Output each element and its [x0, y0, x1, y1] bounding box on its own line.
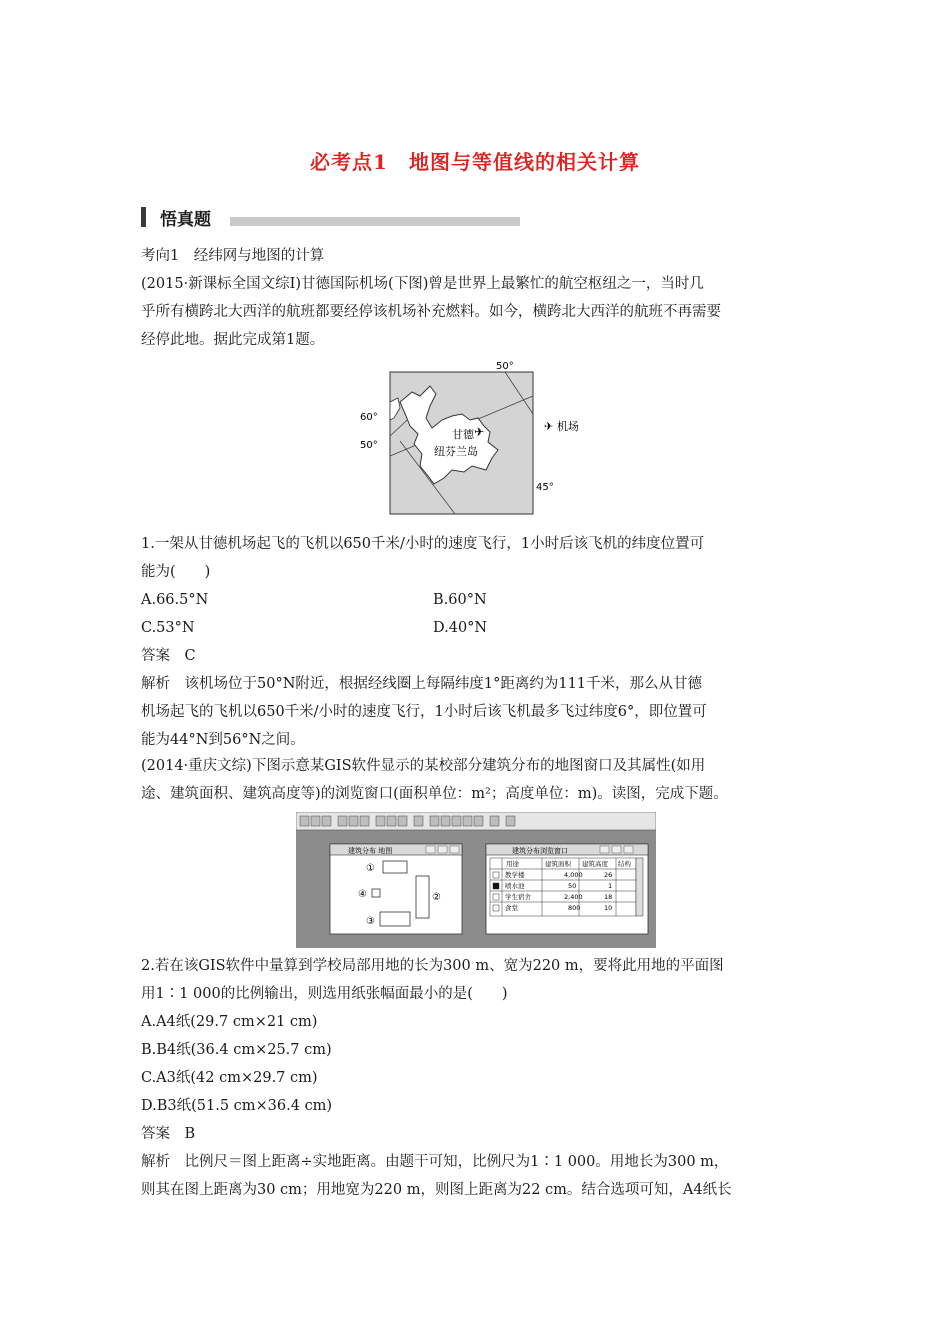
q2-analysis: 解析 比例尺＝图上距离÷实地距离。由题干可知，比例尺为1∶1 000。用地长为300 m，	[141, 1154, 729, 1170]
gander-map	[360, 358, 590, 518]
minimize-icon	[600, 846, 609, 853]
table-cell: 800	[568, 904, 581, 912]
close-icon	[624, 846, 633, 853]
minimize-icon	[426, 846, 435, 853]
table-cell: 26	[604, 871, 613, 879]
legend-label: 机场	[557, 420, 579, 433]
intro2-line: (2014·重庆文综)下图示意某GIS软件显示的某校部分建筑分布的地图窗口及其属性(如用	[141, 758, 706, 774]
maximize-icon	[612, 846, 621, 853]
q2-option-b: B.B4纸(36.4 cm×25.7 cm)	[141, 1042, 332, 1058]
browse-window-title: 建筑分布浏览窗口	[512, 847, 568, 855]
building-4	[372, 889, 380, 897]
q1-option-d: D.40°N	[433, 620, 488, 636]
lat-label-60: 60°	[360, 412, 378, 423]
q2-option-c: C.A3纸(42 cm×29.7 cm)	[141, 1070, 318, 1086]
row-checkbox	[493, 872, 499, 878]
building-2	[416, 876, 429, 918]
q2-answer: 答案 B	[141, 1126, 196, 1142]
table-cell: 50	[568, 882, 577, 890]
table-header: 结构	[618, 860, 631, 868]
table-header: 建筑面积	[545, 860, 571, 868]
table-cell: 食堂	[505, 904, 518, 912]
airport-icon: ✈	[474, 425, 485, 439]
q1-option-b: B.60°N	[433, 592, 487, 608]
table-cell: 学生宿舍	[505, 893, 531, 901]
lat-label-50: 50°	[360, 440, 378, 451]
table-cell: 1	[608, 882, 613, 890]
intro2-line: 途、建筑面积、建筑高度等)的浏览窗口(面积单位：m²；高度单位：m)。读图，完成下题。	[141, 786, 728, 802]
legend-airport-icon: ✈	[544, 420, 554, 433]
q1-stem: 能为( )	[141, 564, 211, 580]
row-checkbox	[493, 905, 499, 911]
table-cell: 10	[604, 904, 613, 912]
table-cell: 18	[604, 893, 613, 901]
table-header: 建筑高度	[582, 860, 608, 868]
section-title: 悟真题	[160, 210, 211, 230]
map-window-title: 建筑分布 地图	[348, 847, 393, 855]
q2-stem: 2.若在该GIS软件中量算到学校局部用地的长为300 m、宽为220 m，要将此用地的平面图	[141, 958, 724, 974]
gis-figure	[296, 812, 656, 948]
q1-analysis: 机场起飞的飞机以650千米/小时的速度飞行，1小时后该飞机最多飞过纬度6°，即位置可	[141, 704, 707, 720]
section-marker	[141, 207, 146, 227]
label-3: ③	[366, 916, 375, 927]
q1-stem: 1.一架从甘德机场起飞的飞机以650千米/小时的速度飞行，1小时后该飞机的纬度位置可	[141, 536, 705, 552]
row-checkbox	[493, 894, 499, 900]
intro1-line: 乎所有横跨北大西洋的航班都要经停该机场补充燃料。如今，横跨北大西洋的航班不再需要	[141, 304, 721, 320]
table-cell: 2,400	[564, 893, 583, 901]
q1-answer: 答案 C	[141, 648, 196, 664]
q2-option-d: D.B3纸(51.5 cm×36.4 cm)	[141, 1098, 333, 1114]
label-4: ④	[358, 889, 367, 900]
q2-analysis: 则其在图上距离为30 cm；用地宽为220 m，则图上距离为22 cm。结合选项可知，A4纸长	[141, 1182, 732, 1198]
q2-stem: 用1∶1 000的比例输出，则选用纸张幅面最小的是( )	[141, 986, 508, 1002]
close-icon	[450, 846, 459, 853]
q1-option-c: C.53°N	[141, 620, 195, 636]
city-label: 甘德	[452, 428, 474, 441]
q1-analysis: 解析 该机场位于50°N附近，根据经线圈上每隔纬度1°距离约为111千米，那么从甘德	[141, 676, 703, 692]
table-header: 用途	[506, 860, 519, 868]
lon-label-50: 50°	[496, 361, 514, 372]
section-divider	[230, 217, 520, 226]
table-cell: 教学楼	[505, 871, 525, 879]
label-1: ①	[366, 863, 375, 874]
building-3	[380, 912, 410, 926]
lon-label-45: 45°	[536, 482, 554, 493]
q2-option-a: A.A4纸(29.7 cm×21 cm)	[141, 1014, 318, 1030]
building-1	[383, 861, 407, 873]
q1-analysis: 能为44°N到56°N之间。	[141, 732, 305, 748]
page-title: 必考点1 地图与等值线的相关计算	[310, 150, 640, 174]
intro1-line: (2015·新课标全国文综Ⅰ)甘德国际机场(下图)曾是世界上最繁忙的航空枢纽之一，当时几	[141, 276, 704, 292]
direction-heading: 考向1 经纬网与地图的计算	[141, 248, 325, 264]
table-cell: 喷水池	[505, 882, 525, 890]
q1-option-a: A.66.5°N	[141, 592, 209, 608]
island-label: 纽芬兰岛	[434, 445, 478, 458]
table-cell: 4,000	[564, 871, 583, 879]
intro1-line: 经停此地。据此完成第1题。	[141, 332, 325, 348]
label-2: ②	[432, 892, 441, 903]
maximize-icon	[438, 846, 447, 853]
row-checkbox	[493, 883, 499, 889]
